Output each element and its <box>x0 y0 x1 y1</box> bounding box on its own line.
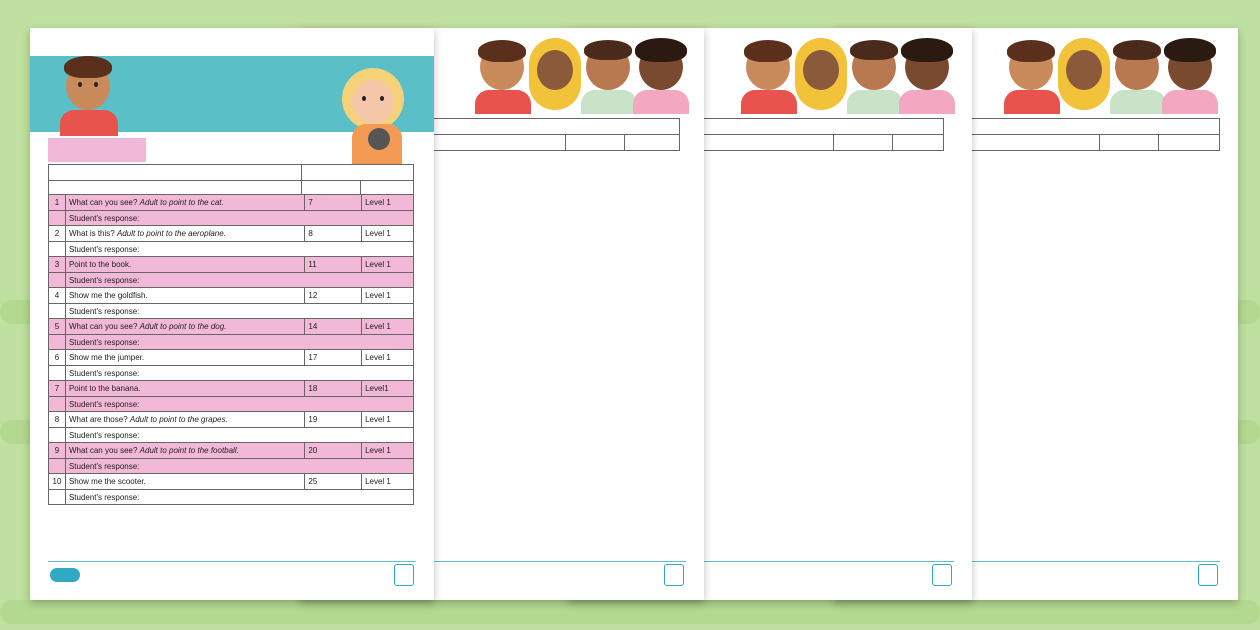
question-number: 8 <box>49 412 66 428</box>
worksheet-page-level-1 <box>30 28 434 600</box>
response-row <box>49 335 414 350</box>
page-number: 17 <box>305 350 362 366</box>
student-response-field[interactable]: Student's response: <box>65 335 413 350</box>
background-stripe <box>0 600 1260 624</box>
question-text <box>65 350 304 366</box>
question-instruction: Adult to point to the football. <box>139 446 239 455</box>
page-number: 25 <box>305 474 362 490</box>
page-number-header <box>1100 135 1159 151</box>
response-row <box>49 366 414 381</box>
table-row <box>49 226 414 242</box>
question-number: 4 <box>49 288 66 304</box>
blanks-level: Level 1 <box>362 350 414 366</box>
blanks-level: Level 1 <box>362 319 414 335</box>
quality-badge-icon <box>932 564 952 586</box>
date-label <box>965 119 1220 135</box>
page-number-header <box>566 135 625 151</box>
quality-badge-icon <box>664 564 684 586</box>
question-plain: What is this? <box>68 229 117 238</box>
question-plain: Show me the goldfish. <box>68 291 148 300</box>
question-instruction: Adult to point to the dog. <box>139 322 227 331</box>
question-text <box>65 443 304 459</box>
blanks-level: Level 1 <box>362 257 414 273</box>
blanks-level: Level 1 <box>362 195 414 211</box>
question-text <box>65 412 304 428</box>
date-label <box>699 119 944 135</box>
page-number: 14 <box>305 319 362 335</box>
table-row <box>49 350 414 366</box>
question-text <box>65 288 304 304</box>
question-plain: What are those? <box>68 415 130 424</box>
blanks-level: Level 1 <box>362 474 414 490</box>
page-number: 19 <box>305 412 362 428</box>
quality-badge-icon <box>394 564 414 586</box>
question-text <box>65 319 304 335</box>
page-number-header <box>834 135 893 151</box>
blanks-level: Level 1 <box>362 412 414 428</box>
response-row <box>49 304 414 319</box>
question-plain: Show me the scooter. <box>68 477 146 486</box>
question-number: 10 <box>49 474 66 490</box>
blanks-level: Level 1 <box>362 443 414 459</box>
question-instruction: Adult to point to the cat. <box>139 198 224 207</box>
question-text <box>65 226 304 242</box>
date-label <box>302 165 414 181</box>
blanks-level-header <box>1159 135 1220 151</box>
table-row <box>49 288 414 304</box>
page-number: 12 <box>305 288 362 304</box>
table-row <box>49 443 414 459</box>
question-number: 6 <box>49 350 66 366</box>
student-response-field[interactable]: Student's response: <box>65 273 413 288</box>
question-rows <box>48 194 414 505</box>
questions-table <box>964 118 1220 151</box>
blanks-level: Level1 <box>362 381 414 397</box>
questions-table <box>698 118 944 151</box>
question-number: 9 <box>49 443 66 459</box>
response-row <box>49 273 414 288</box>
question-plain: Point to the banana. <box>68 384 141 393</box>
table-row <box>49 195 414 211</box>
response-row <box>49 242 414 257</box>
blanks-level-header <box>893 135 944 151</box>
page-number: 11 <box>305 257 362 273</box>
question-text <box>65 195 304 211</box>
question-number: 7 <box>49 381 66 397</box>
blanks-level: Level 1 <box>362 288 414 304</box>
twinkl-logo[interactable] <box>50 568 80 582</box>
question-plain: Point to the book. <box>68 260 132 269</box>
student-response-field[interactable]: Student's response: <box>65 490 413 505</box>
question-text <box>65 381 304 397</box>
questions-table <box>48 164 414 197</box>
question-plain: What can you see? <box>68 446 140 455</box>
student-response-field[interactable]: Student's response: <box>65 304 413 319</box>
student-response-field[interactable]: Student's response: <box>65 211 413 226</box>
student-response-field[interactable]: Student's response: <box>65 397 413 412</box>
childs-name-label <box>49 165 302 181</box>
question-number: 1 <box>49 195 66 211</box>
student-response-field[interactable]: Student's response: <box>65 242 413 257</box>
table-row <box>49 474 414 490</box>
blanks-level: Level 1 <box>362 226 414 242</box>
question-instruction: Adult to point to the aeroplane. <box>116 229 226 238</box>
student-response-field[interactable]: Student's response: <box>65 428 413 443</box>
page-number: 7 <box>305 195 362 211</box>
table-row <box>49 381 414 397</box>
question-number: 5 <box>49 319 66 335</box>
blanks-level-header <box>625 135 680 151</box>
table-row <box>49 319 414 335</box>
page-number: 18 <box>305 381 362 397</box>
question-text <box>65 474 304 490</box>
question-plain: What can you see? <box>68 198 140 207</box>
page-number: 8 <box>305 226 362 242</box>
table-row <box>49 257 414 273</box>
response-row <box>49 428 414 443</box>
response-row <box>49 397 414 412</box>
response-row <box>49 459 414 474</box>
page-footer <box>48 561 416 588</box>
response-row <box>49 490 414 505</box>
question-instruction: Adult to point to the grapes. <box>129 415 228 424</box>
question-text <box>65 257 304 273</box>
questions-table <box>430 118 680 151</box>
student-response-field[interactable]: Student's response: <box>65 366 413 381</box>
question-plain: Show me the jumper. <box>68 353 145 362</box>
level-tag <box>48 138 146 162</box>
response-row <box>49 211 414 226</box>
question-plain: What can you see? <box>68 322 140 331</box>
page-number: 20 <box>305 443 362 459</box>
question-number: 3 <box>49 257 66 273</box>
quality-badge-icon <box>1198 564 1218 586</box>
table-row <box>49 412 414 428</box>
student-response-field[interactable]: Student's response: <box>65 459 413 474</box>
date-label <box>431 119 680 135</box>
question-number: 2 <box>49 226 66 242</box>
